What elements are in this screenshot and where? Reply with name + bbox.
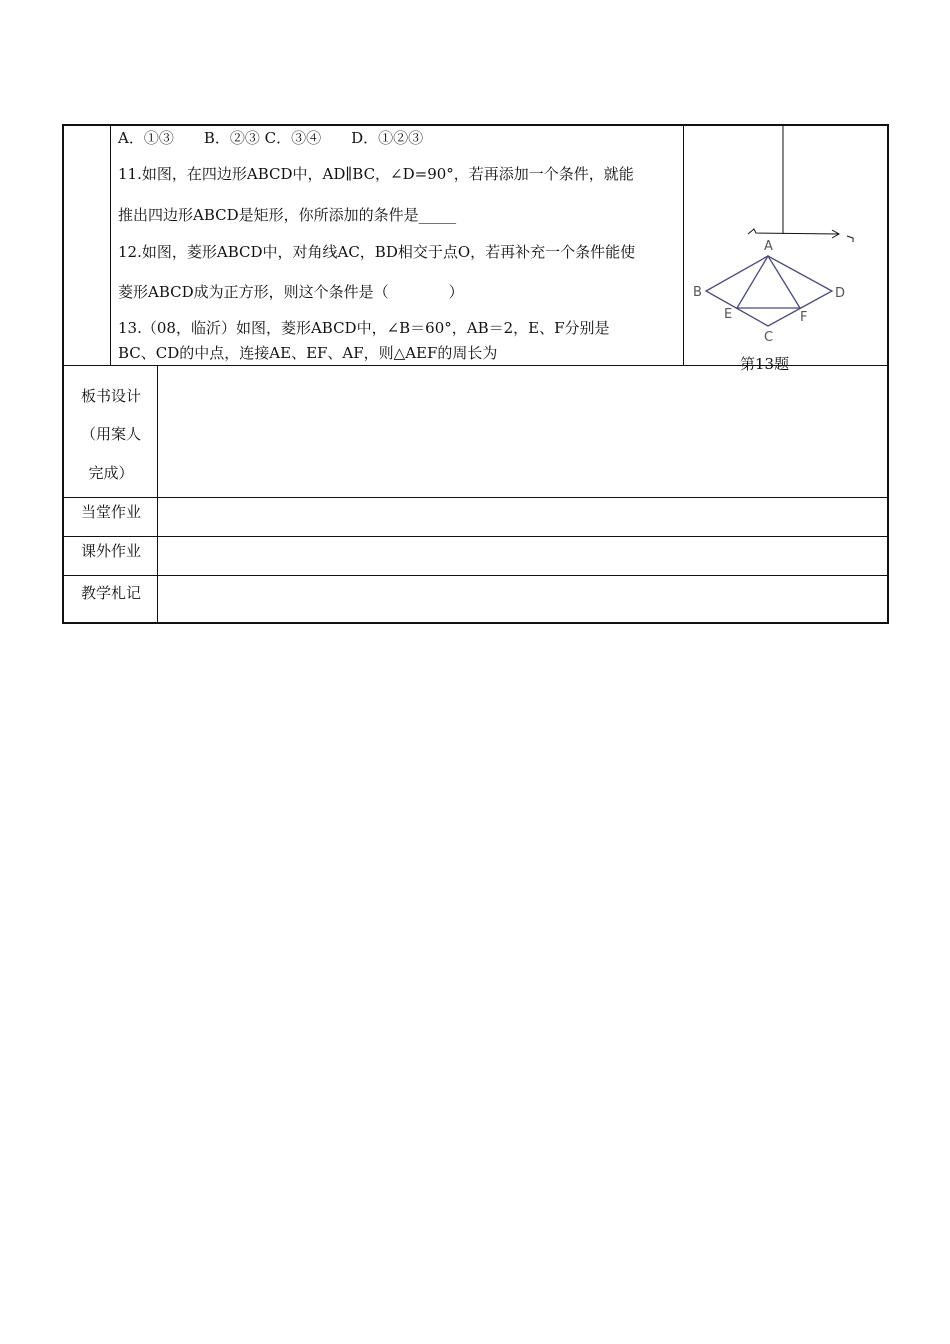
label-b: B: [693, 285, 702, 300]
row1-left-divider: [110, 124, 111, 366]
table-right-border: [887, 124, 889, 624]
options-line: A．①③ B．②③ C．③④ D．①②③: [118, 129, 424, 147]
question-12-line-1: 12.如图，菱形ABCD中，对角线AC，BD相交于点O，若再补充一个条件能使: [118, 243, 636, 261]
row-separator-3: [62, 536, 889, 537]
teaching-notes-label: 教学札记: [80, 584, 141, 602]
label-a: A: [764, 239, 773, 254]
label-f: F: [800, 310, 808, 325]
table-bottom-border: [62, 622, 889, 624]
question-12-line-2: 菱形ABCD成为正方形，则这个条件是（ ）: [118, 283, 464, 301]
figure-caption: 第13题: [740, 355, 790, 373]
question-13-line-2: BC、CD的中点，连接AE、EF、AF，则△AEF的周长为: [118, 344, 498, 362]
label-e: E: [724, 307, 733, 322]
triangle-aef: [737, 256, 800, 308]
label-d: D: [835, 286, 846, 301]
question-13-line-1: 13.（08，临沂）如图，菱形ABCD中，∠B＝60°，AB＝2，E、F分别是: [118, 319, 610, 337]
board-design-label-1: 板书设计: [80, 387, 141, 405]
board-design-label-2: （用案人: [80, 425, 141, 443]
rhombus-figure: [686, 126, 876, 356]
figure-arrow-stroke: [748, 229, 839, 234]
label-c: C: [764, 330, 774, 345]
question-11-line-1: 11.如图，在四边形ABCD中，AD∥BC，∠D=90°，若再添加一个条件，就能: [118, 165, 634, 183]
row-separator-2: [62, 497, 889, 498]
figure-corner-mark: [847, 236, 853, 242]
row1-figure-divider: [683, 124, 684, 366]
row-separator-4: [62, 575, 889, 576]
board-design-label-3: 完成）: [88, 464, 134, 482]
question-11-line-2: 推出四边形ABCD是矩形，你所添加的条件是_____: [118, 206, 457, 224]
classwork-label: 当堂作业: [80, 503, 141, 521]
homework-label: 课外作业: [80, 542, 141, 560]
